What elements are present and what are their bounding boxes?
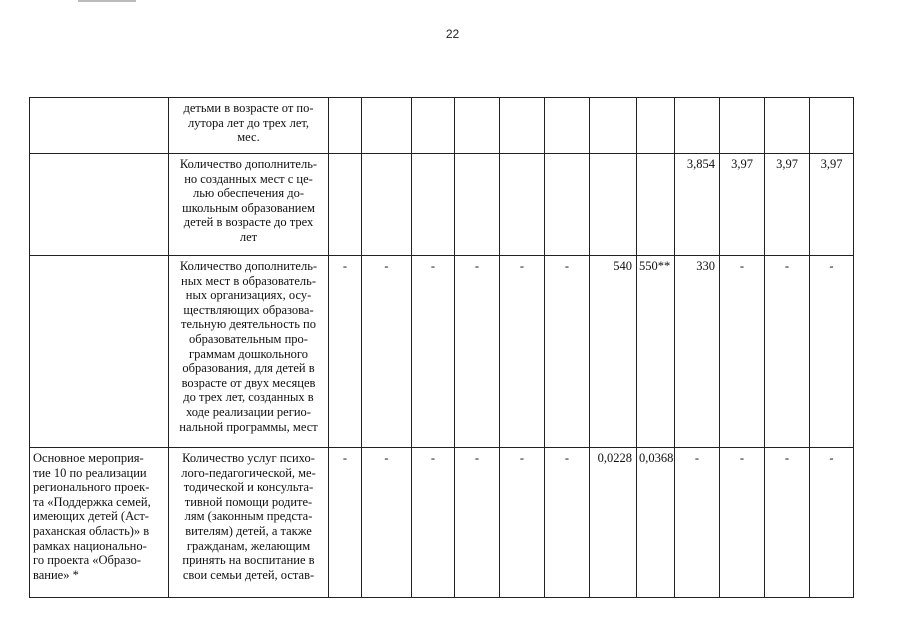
value-cell: - bbox=[765, 256, 810, 448]
table-row bbox=[30, 256, 854, 448]
value-cell: 330 bbox=[675, 256, 720, 448]
event-cell bbox=[30, 154, 169, 256]
indicator-cell: детьми в возрасте от по- лутора лет до трех лет, мес. bbox=[169, 98, 329, 154]
value-cell: - bbox=[545, 448, 590, 598]
value-cell bbox=[590, 98, 637, 154]
value-cell: 3,97 bbox=[765, 154, 810, 256]
value-cell: - bbox=[500, 256, 545, 448]
value-cell bbox=[637, 98, 675, 154]
value-cell bbox=[765, 98, 810, 154]
table-row bbox=[30, 98, 854, 154]
value-cell: 3,97 bbox=[720, 154, 765, 256]
scan-artifact-mark bbox=[78, 0, 136, 2]
value-cell: - bbox=[810, 256, 854, 448]
value-cell: - bbox=[329, 448, 362, 598]
value-cell: - bbox=[675, 448, 720, 598]
value-cell bbox=[412, 98, 455, 154]
value-cell bbox=[637, 154, 675, 256]
value-cell bbox=[329, 98, 362, 154]
event-cell bbox=[30, 98, 169, 154]
value-cell: - bbox=[810, 448, 854, 598]
program-indicators-table bbox=[29, 97, 854, 598]
value-cell bbox=[720, 98, 765, 154]
indicator-cell: Количество дополнитель- ных мест в образователь- ных организациях, осу- ществляющих образова- тельную деятельность по образовательным про- граммам дошкольного образования, для детей в возрасте от двух месяцев до трех лет, созданных в ходе реализации регио- нальной программы, мест bbox=[169, 256, 329, 448]
value-cell: - bbox=[720, 448, 765, 598]
event-cell bbox=[30, 256, 169, 448]
indicator-cell: Количество дополнитель- но созданных мест с це- лью обеспечения до- школьным образованием детей в возрасте до трех лет bbox=[169, 154, 329, 256]
value-cell: - bbox=[329, 256, 362, 448]
value-cell: - bbox=[455, 448, 500, 598]
value-cell: 0,0228 bbox=[590, 448, 637, 598]
value-cell: - bbox=[412, 448, 455, 598]
value-cell bbox=[362, 154, 412, 256]
table-row bbox=[30, 154, 854, 256]
value-cell bbox=[455, 98, 500, 154]
value-cell bbox=[362, 98, 412, 154]
value-cell: 3,854 bbox=[675, 154, 720, 256]
event-cell: Основное мероприя- тие 10 по реализации регионального проек- та «Поддержка семей, имеющих детей (Аст- раханская область)» в рамках национально- го проекта «Образо- вание» * bbox=[30, 448, 169, 598]
indicator-cell: Количество услуг психо- лого-педагогической, ме- тодической и консульта- тивной помощи родите- лям (законным предста- вителям) детей, а также гражданам, желающим принять на воспитание в свои семьи детей, остав- bbox=[169, 448, 329, 598]
value-cell: 540 bbox=[590, 256, 637, 448]
value-cell bbox=[810, 98, 854, 154]
value-cell bbox=[500, 98, 545, 154]
value-cell: 3,97 bbox=[810, 154, 854, 256]
page-number: 22 bbox=[445, 27, 460, 41]
value-cell bbox=[545, 98, 590, 154]
value-cell: - bbox=[455, 256, 500, 448]
value-cell: - bbox=[362, 448, 412, 598]
table-row bbox=[30, 448, 854, 598]
value-cell bbox=[412, 154, 455, 256]
value-cell: 550** bbox=[637, 256, 675, 448]
value-cell bbox=[329, 154, 362, 256]
value-cell: - bbox=[765, 448, 810, 598]
value-cell: - bbox=[500, 448, 545, 598]
value-cell: - bbox=[362, 256, 412, 448]
value-cell: - bbox=[412, 256, 455, 448]
value-cell: - bbox=[545, 256, 590, 448]
value-cell bbox=[590, 154, 637, 256]
value-cell: - bbox=[720, 256, 765, 448]
value-cell bbox=[675, 98, 720, 154]
value-cell bbox=[455, 154, 500, 256]
value-cell bbox=[545, 154, 590, 256]
value-cell bbox=[500, 154, 545, 256]
value-cell: 0,0368 bbox=[637, 448, 675, 598]
